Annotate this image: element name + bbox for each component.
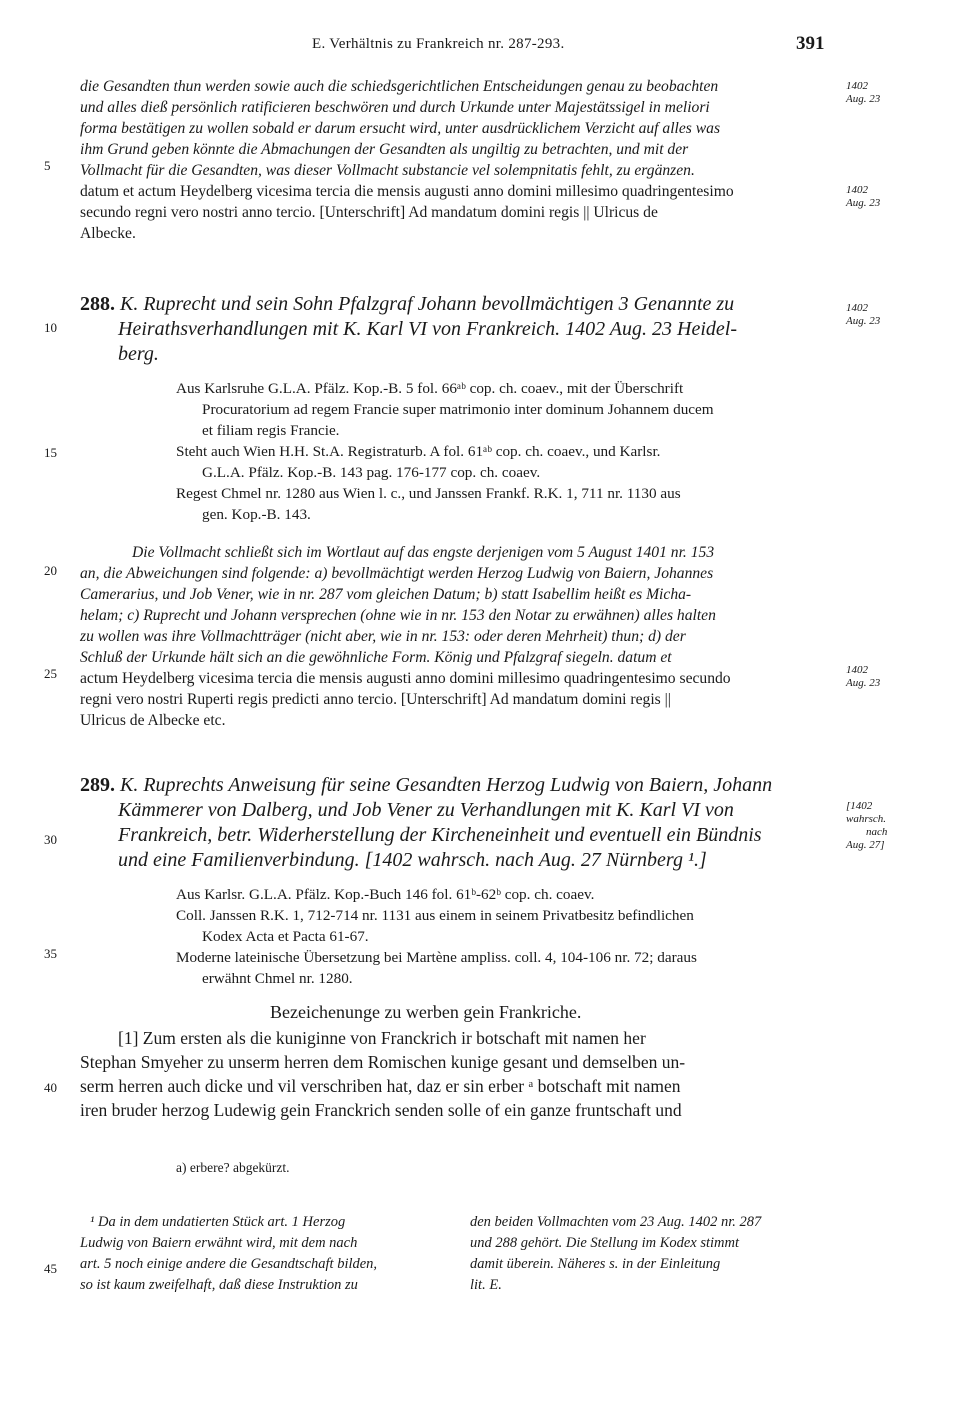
side-date: 1402 Aug. 23 xyxy=(846,80,881,105)
section-title: 288. K. Ruprecht und sein Sohn Pfalzgraf Johann bevollmächtigen 3 Genannte zu xyxy=(80,293,735,315)
section-number: 289. xyxy=(80,774,115,796)
source-line: Steht auch Wien H.H. St.A. Registraturb. A fol. 61ᵃᵇ cop. ch. coaev., und Karlsr. xyxy=(176,443,661,460)
line-number: 35 xyxy=(44,946,57,961)
side-date: [1402 wahrsch. nach Aug. 27] xyxy=(846,800,888,851)
line-number: 30 xyxy=(44,832,57,847)
intro-line: Vollmacht für die Gesandten, was dieser Vollmacht substancie vel solempnitatis fehlt, zu ergänzen. xyxy=(80,162,695,179)
line-number: 15 xyxy=(44,445,57,460)
source-line: Aus Karlsr. G.L.A. Pfälz. Kop.-Buch 146 fol. 61ᵇ-62ᵇ cop. ch. coaev. xyxy=(176,886,595,903)
side-date: 1402 Aug. 23 xyxy=(846,664,881,689)
source-line: Regest Chmel nr. 1280 aus Wien l. c., und Janssen Frankf. R.K. 1, 711 nr. 1130 aus xyxy=(176,485,681,502)
text-line: iren bruder herzog Ludewig gein Franckrich senden solle of ein ganze fruntschaft und xyxy=(80,1100,682,1120)
side-date: 1402 Aug. 23 xyxy=(846,184,881,209)
intro-line: secundo regni vero nostri anno tercio. [Unterschrift] Ad mandatum domini regis || Ulricus de xyxy=(80,204,658,221)
footnote-line: und 288 gehört. Die Stellung im Kodex stimmt xyxy=(470,1235,740,1251)
source-line: Procuratorium ad regem Francie super matrimonio inter dominum Johannem ducem xyxy=(202,401,714,418)
source-line: Coll. Janssen R.K. 1, 712-714 nr. 1131 aus einem in seinem Privatbesitz befindlichen xyxy=(176,907,694,924)
line-number: 45 xyxy=(44,1261,57,1276)
source-line: et filiam regis Francie. xyxy=(202,422,340,439)
source-line: Kodex Acta et Pacta 61-67. xyxy=(202,928,369,945)
body-line: helam; c) Ruprecht und Johann versprechen (ohne wie in nr. 153 den Notar zu erwähnen) alles halten xyxy=(80,607,716,624)
source-line: Aus Karlsruhe G.L.A. Pfälz. Kop.-B. 5 fol. 66ᵃᵇ cop. ch. coaev., mit der Überschrift xyxy=(176,380,684,397)
text-line: serm herren auch dicke und vil verschriben hat, daz er sin erber ᵃ botschaft mit namen xyxy=(80,1076,681,1096)
source-line: G.L.A. Pfälz. Kop.-B. 143 pag. 176-177 cop. ch. coaev. xyxy=(202,464,541,481)
section-title-line: und eine Familienverbindung. [1402 wahrsch. nach Aug. 27 Nürnberg ¹.] xyxy=(118,849,707,871)
footnote-line: Ludwig von Baiern erwähnt wird, mit dem nach xyxy=(80,1235,358,1251)
body-line: an, die Abweichungen sind folgende: a) bevollmächtigt werden Herzog Ludwig von Baiern, Johannes xyxy=(80,565,714,582)
body-line: zu wollen was ihre Vollmachtträger (nicht aber, wie in nr. 153: oder deren Mehrheit) thun; d) der xyxy=(80,628,686,645)
page-number: 391 xyxy=(796,33,825,54)
footnote-line: ¹ Da in dem undatierten Stück art. 1 Herzog xyxy=(90,1214,346,1230)
section-title: 289. K. Ruprechts Anweisung für seine Gesandten Herzog Ludwig von Baiern, Johann xyxy=(80,774,773,796)
body-line: Schluß der Urkunde hält sich an die gewöhnliche Form. König und Pfalzgraf siegeln. datum et xyxy=(80,649,672,666)
section-title-line: Kämmerer von Dalberg, und Job Vener zu Verhandlungen mit K. Karl VI von xyxy=(118,799,734,821)
footnote-line: lit. E. xyxy=(470,1277,502,1293)
line-number: 20 xyxy=(44,563,57,578)
footnote-line: den beiden Vollmachten vom 23 Aug. 1402 nr. 287 xyxy=(470,1214,762,1230)
side-date: 1402 Aug. 23 xyxy=(846,302,881,327)
text-line: Stephan Smyeher zu unserm herren dem Romischen kunige gesant und demselben un- xyxy=(80,1052,686,1072)
intro-line: Albecke. xyxy=(80,225,136,242)
body-line: Die Vollmacht schließt sich im Wortlaut auf das engste derjenigen vom 5 August 1401 nr. 153 xyxy=(132,544,715,561)
intro-line: ihm Grund geben könnte die Abmachungen der Gesandten als ungiltig zu betrachten, und mit der xyxy=(80,141,689,158)
section-number: 288. xyxy=(80,293,115,315)
footnote-line: art. 5 noch einige andere die Gesandtschaft bilden, xyxy=(80,1256,378,1272)
footnote-line: so ist kaum zweifelhaft, daß diese Instruktion zu xyxy=(80,1277,358,1293)
source-line: gen. Kop.-B. 143. xyxy=(202,506,311,523)
line-number: 40 xyxy=(44,1080,57,1095)
line-number: 25 xyxy=(44,666,57,681)
document-heading: Bezeichenunge zu werben gein Frankriche. xyxy=(270,1002,582,1022)
running-title: E. Verhältnis zu Frankreich nr. 287-293. xyxy=(312,36,565,52)
section-title-line: berg. xyxy=(118,343,159,365)
source-line: Moderne lateinische Übersetzung bei Martène ampliss. coll. 4, 104-106 nr. 72; daraus xyxy=(176,949,697,966)
intro-line: die Gesandten thun werden sowie auch die schiedsgerichtlichen Entscheidungen genau zu beobachten xyxy=(80,78,719,95)
body-line: regni vero nostri Ruperti regis predicti anno tercio. [Unterschrift] Ad mandatum domini regis || xyxy=(80,691,671,708)
line-number: 10 xyxy=(44,320,57,335)
footnote-line: damit überein. Näheres s. in der Einleitung xyxy=(470,1256,721,1272)
body-line: Camerarius, und Job Vener, wie in nr. 287 vom gleichen Datum; b) statt Isabellim heißt es Micha- xyxy=(80,586,692,603)
body-line: Ulricus de Albecke etc. xyxy=(80,712,226,729)
section-title-line: Heirathsverhandlungen mit K. Karl VI von Frankreich. 1402 Aug. 23 Heidel- xyxy=(118,318,737,340)
intro-line: forma bestätigen zu wollen sobald er darum ersucht wird, unter ausdrücklichem Verzicht auf alles was xyxy=(80,120,721,137)
source-line: erwähnt Chmel nr. 1280. xyxy=(202,970,353,987)
section-title-line: Frankreich, betr. Widerherstellung der Kircheneinheit und eventuell ein Bündnis xyxy=(118,824,762,846)
text-line: [1] Zum ersten als die kuniginne von Franckrich ir botschaft mit namen her xyxy=(118,1028,646,1048)
textual-note: a) erbere? abgekürzt. xyxy=(176,1160,290,1175)
body-line: actum Heydelberg vicesima tercia die mensis augusti anno domini millesimo quadringentesimo secundo xyxy=(80,670,731,687)
line-number: 5 xyxy=(44,158,51,173)
intro-line: und alles dieß persönlich ratificieren beschwören und durch Urkunde unter Majestätssigel in meliori xyxy=(80,99,710,116)
intro-line: datum et actum Heydelberg vicesima tercia die mensis augusti anno domini millesimo quadringentesimo xyxy=(80,183,734,200)
